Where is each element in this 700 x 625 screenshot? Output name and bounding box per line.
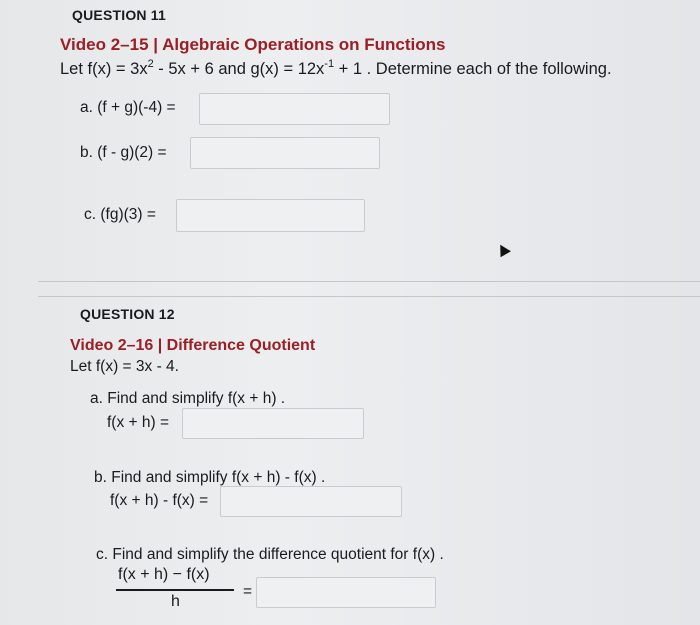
q11-item-b-answer-input[interactable] — [190, 137, 380, 169]
q12-part-a-answer-input[interactable] — [182, 408, 364, 439]
q12-part-b-prompt: b. Find and simplify f(x + h) - f(x) . — [94, 469, 326, 486]
q11-item-c-label: c. (fg)(3) = — [84, 206, 156, 223]
statement-part-f: Let f(x) = 3x — [60, 60, 148, 78]
question-separator — [38, 281, 700, 282]
question-12-video-title: Video 2–16 | Difference Quotient — [70, 337, 316, 354]
difference-quotient-numerator: f(x + h) − f(x) — [118, 566, 210, 583]
q11-item-b-label: b. (f - g)(2) = — [80, 144, 167, 161]
difference-quotient-equals: = — [243, 583, 253, 600]
difference-quotient-denominator: h — [171, 593, 180, 610]
question-12-header: QUESTION 12 — [80, 306, 175, 322]
q11-item-a-answer-input[interactable] — [199, 93, 390, 125]
mouse-cursor-icon — [495, 242, 511, 258]
statement-part-g: - 5x + 6 and g(x) = 12x — [153, 60, 325, 78]
q12-part-c-answer-input[interactable] — [256, 577, 436, 608]
exponent-2: 2 — [147, 58, 154, 70]
question-separator-2 — [38, 296, 700, 297]
question-11-header: QUESTION 11 — [72, 7, 167, 23]
statement-part-instructions: + 1 . Determine each of the following. — [334, 60, 612, 78]
q12-part-c-prompt: c. Find and simplify the difference quotient for f(x) . — [96, 546, 444, 563]
q12-part-b-label: f(x + h) - f(x) = — [110, 492, 209, 509]
q12-part-a-label: f(x + h) = — [107, 414, 170, 431]
question-11-statement — [60, 60, 612, 79]
question-12-statement: Let f(x) = 3x - 4. — [70, 358, 179, 375]
exponent-neg-1: -1 — [324, 58, 335, 70]
q11-item-a-label: a. (f + g)(-4) = — [80, 99, 176, 116]
q12-part-a-prompt: a. Find and simplify f(x + h) . — [90, 390, 286, 407]
q12-part-b-answer-input[interactable] — [220, 486, 402, 517]
fraction-bar — [116, 589, 234, 591]
q11-item-c-answer-input[interactable] — [176, 199, 365, 232]
question-11-video-title: Video 2–15 | Algebraic Operations on Functions — [60, 35, 446, 54]
